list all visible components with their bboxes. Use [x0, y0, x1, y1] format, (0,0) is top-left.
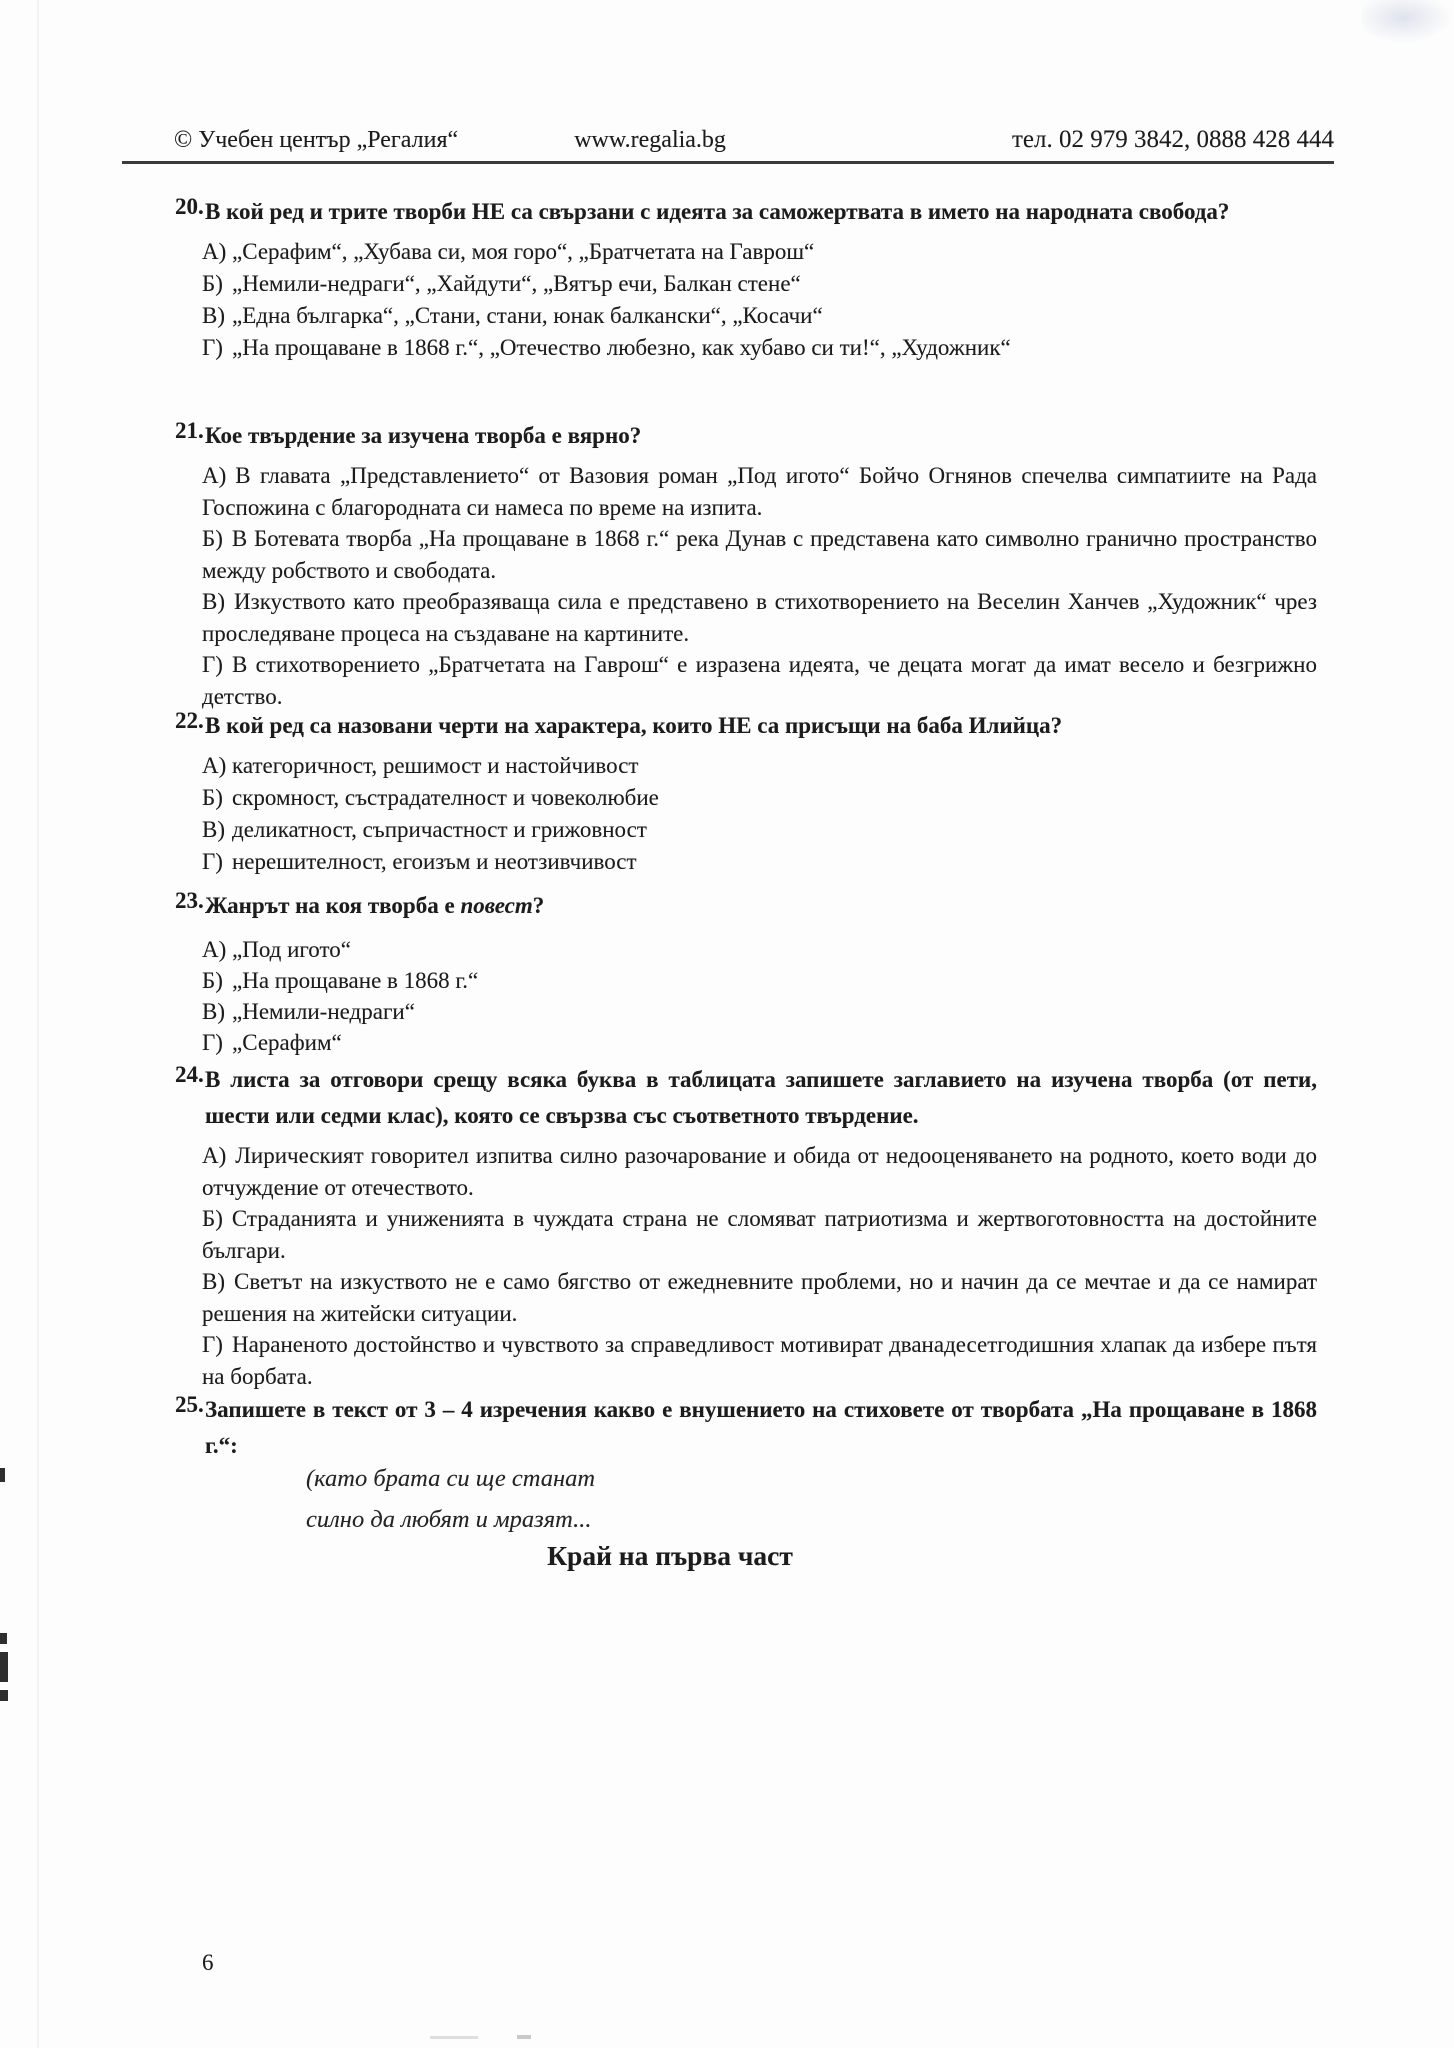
options-list [202, 460, 1317, 712]
question-25 [175, 1392, 1317, 1464]
scan-mark [0, 1652, 8, 1682]
option-row [202, 934, 1317, 965]
option-letter: В) [202, 1269, 225, 1294]
question-number: 25. [175, 1392, 204, 1417]
option-text: деликатност, съпричастност и грижовност [232, 817, 647, 842]
option-text: Нараненото достойнство и чувството за справедливост мотивират дванадесетгодишния хлапак да избере пътя на борбата. [202, 1332, 1317, 1389]
option-letter: Г) [202, 652, 223, 677]
option-letter: Б) [202, 968, 223, 993]
stem-text: Жанрът на коя творба е [205, 893, 461, 918]
question-24 [175, 1062, 1317, 1392]
option-letter: В) [202, 303, 225, 328]
option-text: „На прощаване в 1868 г.“, „Отечество любезно, как хубаво си ти!“, „Художник“ [232, 335, 1011, 360]
option-paragraph [202, 649, 1317, 712]
question-22 [175, 708, 1317, 878]
scan-mark [0, 1690, 8, 1701]
page-number: 6 [202, 1950, 214, 1975]
option-row [202, 750, 1317, 782]
option-letter: Г) [202, 335, 223, 360]
option-row [202, 236, 1317, 268]
question-stem: В кой ред и трите творби НЕ са свързани с идеята за саможертвата в името на народната свобода? [205, 199, 1230, 224]
option-text: Изкуството като преобразяваща сила е представено в стихотворението на Веселин Ханчев „Художник“ чрез проследяване процеса на създаване на картините. [202, 589, 1317, 646]
scan-speck [517, 2035, 531, 2039]
option-text: „Серафим“ [232, 1030, 342, 1055]
scan-corner-smudge [1362, 0, 1454, 44]
option-text: В Ботевата творба „На прощаване в 1868 г.“ река Дунав с представена като символно гранично пространство между робството и свободата. [202, 526, 1317, 583]
question-number: 24. [175, 1062, 204, 1087]
option-paragraph [202, 1140, 1317, 1203]
option-text: скромност, състрадателност и човеколюбие [232, 785, 659, 810]
question-21 [175, 418, 1317, 712]
option-letter: Г) [202, 1332, 223, 1357]
question-number: 23. [175, 888, 204, 913]
option-paragraph [202, 523, 1317, 586]
scan-fold-line [37, 0, 39, 2048]
question-20 [175, 194, 1317, 364]
option-letter: А) [202, 239, 227, 264]
option-letter: А) [202, 463, 227, 488]
end-of-part-title: Край на първа част [547, 1540, 793, 1571]
option-row [202, 268, 1317, 300]
scan-mark [0, 1468, 5, 1482]
option-row [202, 846, 1317, 878]
option-text: Лирическият говорител изпитва силно разочарование и обида от недооценяването на родното, което води до отчуждение от отечеството. [202, 1143, 1317, 1200]
options-list [202, 1140, 1317, 1392]
options-list [202, 934, 1317, 1058]
question-stem: Кое твърдение за изучена творба е вярно? [205, 423, 642, 448]
option-row [202, 996, 1317, 1027]
phone-numbers: тел. 02 979 3842, 0888 428 444 [1012, 126, 1334, 153]
stem-genre-italic: повест [460, 893, 533, 918]
page-header [122, 126, 1334, 164]
option-text: категоричност, решимост и настойчивост [232, 753, 639, 778]
option-letter: Б) [202, 271, 223, 296]
option-paragraph [202, 1203, 1317, 1266]
option-text: „Немили-недраги“ [232, 999, 415, 1024]
option-row [202, 332, 1317, 364]
question-stem: В кой ред са назовани черти на характера, които НЕ са присъщи на баба Илийца? [205, 713, 1063, 738]
question-number: 20. [175, 194, 204, 219]
verse-line: силно да любят и мразят... [306, 1506, 592, 1533]
option-letter: Б) [202, 526, 223, 551]
option-letter: Г) [202, 849, 223, 874]
option-text: В стихотворението „Братчетата на Гаврош“ е изразена идеята, че децата могат да имат весело и безгрижно детство. [202, 652, 1317, 709]
option-row [202, 300, 1317, 332]
verse-line: (като брата си ще станат [306, 1465, 596, 1492]
question-stem [205, 888, 1317, 924]
option-paragraph [202, 586, 1317, 649]
question-stem: Запишете в текст от 3 – 4 изречения какво е внушението на стиховете от творбата „На прощаване в 1868 г.“: [205, 1397, 1317, 1458]
option-letter: А) [202, 1143, 227, 1168]
option-text: „На прощаване в 1868 г.“ [232, 968, 479, 993]
option-text: „Немили-недраги“, „Хайдути“, „Вятър ечи, Балкан стене“ [232, 271, 801, 296]
question-stem: В листа за отговори срещу всяка буква в таблицата запишете заглавието на изучена творба (от пети, шести или седми клас), която се свързва със съответното твърдение. [205, 1067, 1317, 1128]
option-paragraph [202, 460, 1317, 523]
option-row [202, 814, 1317, 846]
stem-text: ? [532, 893, 545, 918]
question-number: 22. [175, 708, 204, 733]
option-text: В главата „Представлението“ от Вазовия роман „Под игото“ Бойчо Огнянов спечелва симпатиите на Рада Госпожина с благородната си намеса по време на изпита. [202, 463, 1317, 520]
option-text: „Една българка“, „Стани, стани, юнак балкански“, „Косачи“ [232, 303, 823, 328]
option-letter: Б) [202, 1206, 223, 1231]
option-row [202, 782, 1317, 814]
verse-quote [306, 1458, 595, 1540]
option-row [202, 1027, 1317, 1058]
question-number: 21. [175, 418, 204, 443]
question-23 [175, 888, 1317, 1058]
option-letter: В) [202, 817, 225, 842]
option-text: Светът на изкуството не е само бягство от ежедневните проблеми, но и начин да се мечтае и да се намират решения на житейски ситуации. [202, 1269, 1317, 1326]
option-letter: Г) [202, 1030, 223, 1055]
option-letter: В) [202, 999, 225, 1024]
publisher-name: © Учебен център „Регалия“ [174, 127, 459, 153]
option-text: Страданията и униженията в чуждата страна не сломяват патриотизма и жертвоготовността на достойните българи. [202, 1206, 1317, 1263]
option-letter: Б) [202, 785, 223, 810]
option-text: нерешителност, егоизъм и неотзивчивост [232, 849, 637, 874]
scan-speck [430, 2036, 478, 2039]
options-list [202, 236, 1317, 364]
option-letter: В) [202, 589, 225, 614]
option-row [202, 965, 1317, 996]
option-text: „Серафим“, „Хубава си, моя горо“, „Братчетата на Гаврош“ [232, 239, 815, 264]
website-text: www.regalia.bg [574, 127, 726, 153]
options-list [202, 750, 1317, 878]
option-paragraph [202, 1266, 1317, 1329]
option-letter: А) [202, 753, 227, 778]
option-letter: А) [202, 937, 227, 962]
option-paragraph [202, 1329, 1317, 1392]
scan-mark [0, 1633, 7, 1644]
option-text: „Под игото“ [232, 937, 351, 962]
